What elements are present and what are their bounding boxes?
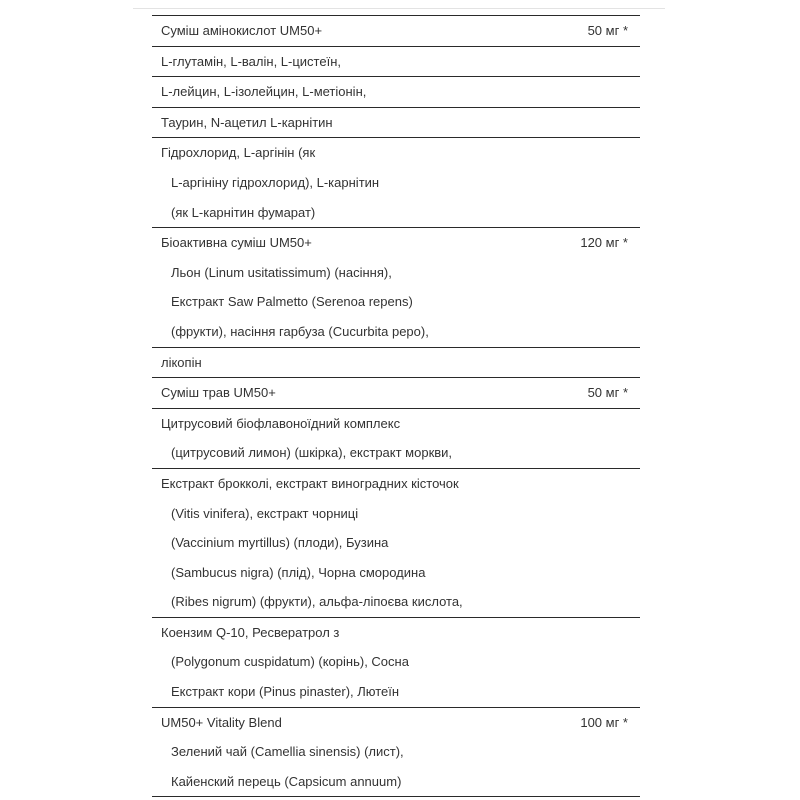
ingredient-text: Гідрохлорид, L-аргінін (як	[161, 145, 316, 161]
table-row	[152, 618, 640, 708]
ingredient-text: (цитрусовий лимон) (шкірка), екстракт моркви,	[171, 445, 453, 461]
ingredient-text: лікопін	[161, 354, 202, 370]
table-row	[152, 138, 640, 228]
ingredient-line	[152, 16, 640, 46]
ingredient-line	[152, 499, 640, 529]
ingredient-text: Льон (Linum usitatissimum) (насіння),	[171, 264, 392, 280]
table-row	[152, 409, 640, 469]
amount-value: 120 мг *	[580, 235, 628, 251]
ingredient-line	[152, 409, 640, 439]
ingredient-line	[152, 348, 640, 378]
ingredient-text: Таурин, N-ацетил L-карнітин	[161, 114, 333, 130]
ingredient-text: L-глутамін, L-валін, L-цистеїн,	[161, 53, 342, 69]
ingredient-text: (Ribes nigrum) (фрукти), альфа-ліпоєва кислота,	[171, 594, 463, 610]
ingredient-line	[152, 228, 640, 258]
ingredient-line	[152, 47, 640, 77]
ingredient-text: (як L-карнітин фумарат)	[171, 204, 316, 220]
ingredient-text: UM50+ Vitality Blend	[161, 714, 282, 730]
ingredient-line	[152, 528, 640, 558]
table-row	[152, 47, 640, 78]
table-row	[152, 348, 640, 379]
ingredient-line	[152, 708, 640, 738]
ingredient-text: Суміш амінокислот UM50+	[161, 23, 323, 38]
ingredient-line	[152, 737, 640, 767]
ingredient-text: Екстракт брокколі, екстракт виноградних кісточок	[161, 475, 459, 491]
ingredient-line	[152, 378, 640, 408]
ingredient-text: Екстракт кори (Pinus pinaster), Лютеїн	[171, 684, 400, 700]
ingredient-line	[152, 77, 640, 107]
ingredient-text: Екстракт Saw Palmetto (Serenoa repens)	[171, 294, 413, 310]
ingredient-text: (фрукти), насіння гарбуза (Cucurbita pepo),	[171, 323, 429, 339]
ingredients-table	[152, 15, 640, 797]
ingredient-line	[152, 469, 640, 499]
ingredient-line	[152, 647, 640, 677]
ingredient-text: Кайенский перець (Capsicum annuum)	[171, 773, 402, 789]
table-row	[152, 108, 640, 139]
amount-value: 100 мг *	[580, 714, 628, 730]
amount-value: 50 мг *	[587, 385, 628, 401]
ingredient-line	[152, 108, 640, 138]
ingredient-text: Коензим Q-10, Ресвератрол з	[161, 624, 340, 640]
ingredient-line	[152, 287, 640, 317]
ingredient-text: (Sambucus nigra) (плід), Чорна смородина	[171, 564, 426, 580]
ingredient-line	[152, 558, 640, 588]
amount-value: 50 мг *	[587, 23, 628, 38]
table-row	[152, 708, 640, 798]
ingredient-text: (Vaccinium myrtillus) (плоди), Бузина	[171, 535, 389, 551]
ingredient-line	[152, 587, 640, 617]
ingredient-line	[152, 168, 640, 198]
ingredient-line	[152, 138, 640, 168]
ingredient-line	[152, 438, 640, 468]
ingredient-text: L-лейцин, L-ізолейцин, L-метіонін,	[161, 84, 367, 100]
table-row	[152, 469, 640, 618]
table-row	[152, 16, 640, 47]
ingredient-text: Цитрусовий біофлавоноїдний комплекс	[161, 415, 401, 431]
ingredient-line	[152, 198, 640, 228]
ingredient-text: (Vitis vinifera), екстракт чорниці	[171, 505, 359, 521]
table-row	[152, 378, 640, 409]
ingredient-text: Суміш трав UM50+	[161, 385, 276, 401]
ingredient-line	[152, 677, 640, 707]
ingredient-line	[152, 258, 640, 288]
ingredient-line	[152, 618, 640, 648]
ingredient-text: (Polygonum cuspidatum) (корінь), Сосна	[171, 654, 409, 670]
table-row	[152, 228, 640, 347]
ingredient-text: L-аргініну гідрохлорид), L-карнітин	[171, 174, 380, 190]
ingredient-text: Зелений чай (Camellia sinensis) (лист),	[171, 744, 404, 760]
ingredient-line	[152, 767, 640, 797]
top-divider	[133, 8, 665, 9]
ingredient-text: Біоактивна суміш UM50+	[161, 235, 312, 251]
ingredient-line	[152, 317, 640, 347]
table-row	[152, 77, 640, 108]
